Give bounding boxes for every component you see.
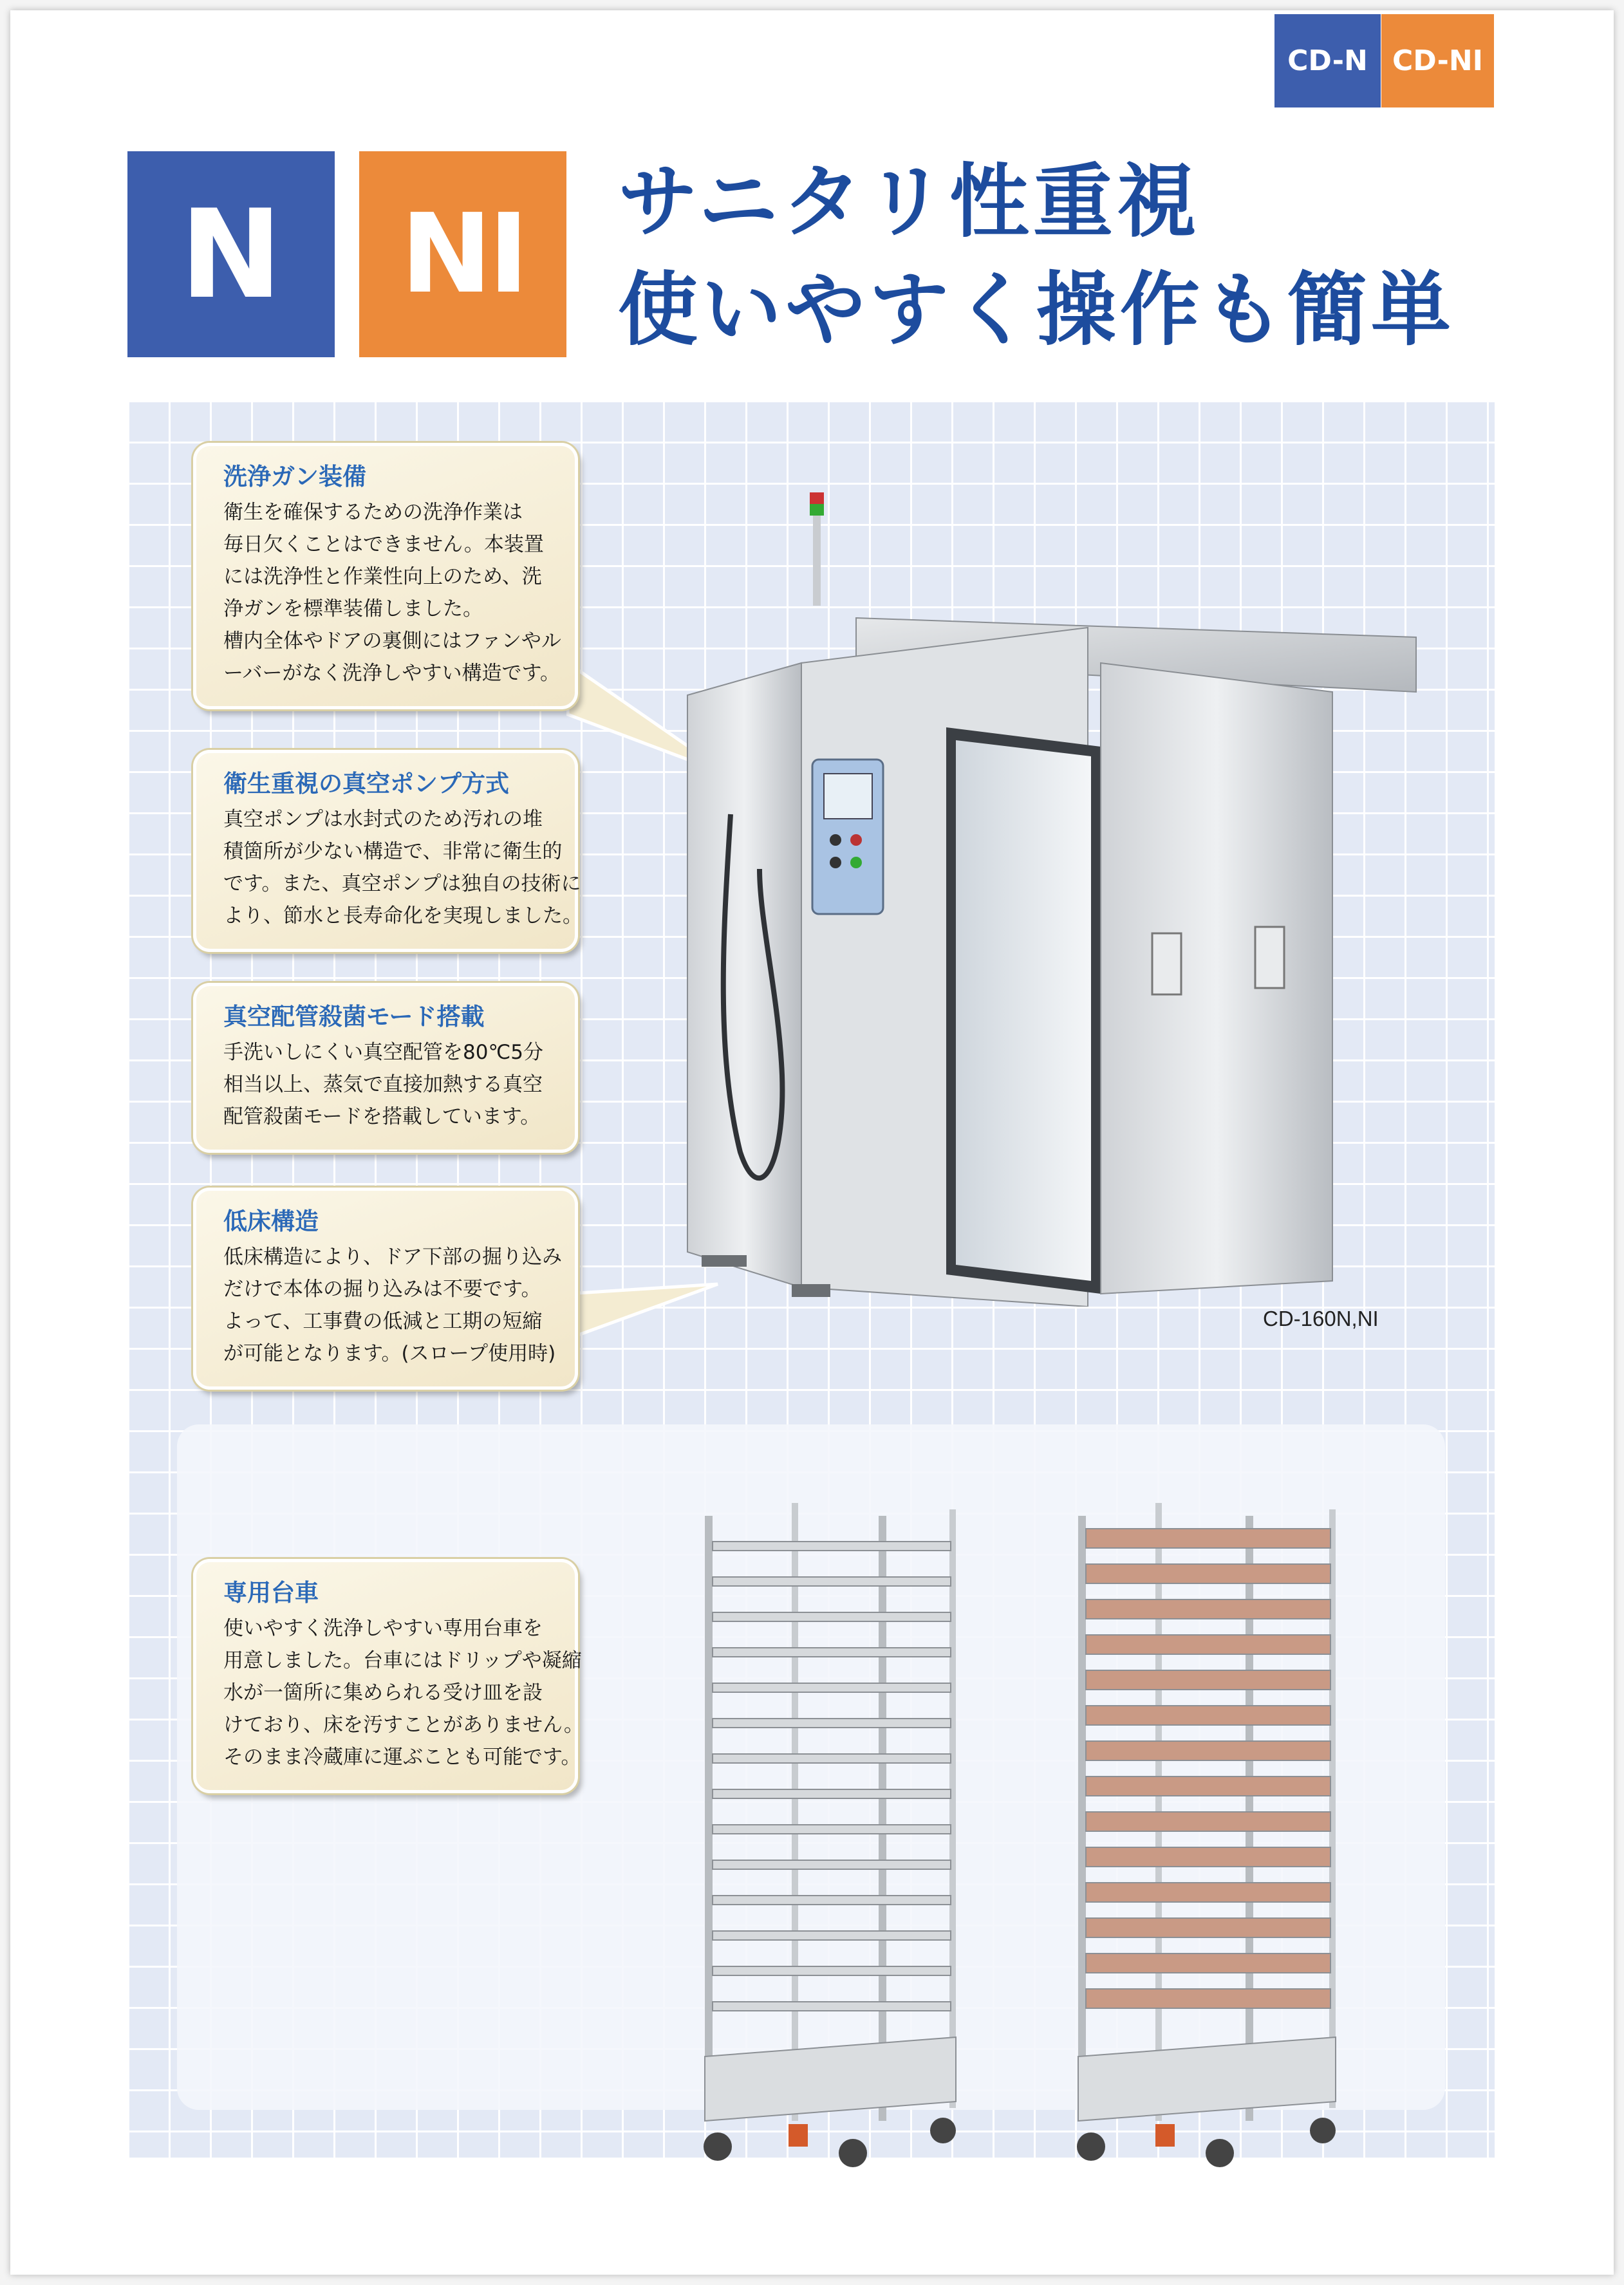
callout-title: 低床構造 — [223, 1208, 319, 1235]
callout-line: 真空ポンプは水封式のため汚れの堆 — [223, 808, 543, 831]
callout-body — [223, 1612, 584, 1773]
callout-line: そのまま冷蔵庫に運ぶことも可能です。 — [223, 1746, 581, 1769]
callout-cleaning-gun — [193, 443, 578, 709]
machine-caption: CD-160N,NI — [1263, 1307, 1379, 1330]
callout-line: 配管殺菌モードを搭載しています。 — [223, 1105, 541, 1128]
callout-line: 使いやすく洗浄しやすい専用台車を — [223, 1617, 543, 1640]
callout-title: 専用台車 — [223, 1579, 319, 1607]
headline-line-1: サニタリ性重視 — [618, 155, 1201, 248]
callout-body — [223, 1241, 563, 1370]
headline-line-2: 使いやすく操作も簡単 — [618, 263, 1455, 357]
callout-line: 手洗いしにくい真空配管を80℃5分 — [223, 1041, 543, 1064]
callout-line: よって、工事費の低減と工期の短縮 — [223, 1310, 543, 1333]
callout-title: 真空配管殺菌モード搭載 — [223, 1003, 485, 1031]
loaded-rack-cart-image — [1072, 1503, 1361, 2185]
callout-title: 洗浄ガン装備 — [223, 463, 366, 490]
callout-line: が可能となります。(スロープ使用時) — [223, 1342, 556, 1365]
vacuum-cooler-machine-image — [663, 470, 1435, 1307]
callout-body — [223, 803, 583, 932]
empty-rack-cart-image — [686, 1503, 975, 2185]
callout-line: 相当以上、蒸気で直接加熱する真空 — [223, 1073, 543, 1096]
callout-line: です。また、真空ポンプは独自の技術に — [223, 872, 581, 895]
callout-line: けており、床を汚すことがありません。 — [223, 1713, 584, 1737]
model-tag-cd-ni: CD-NI — [1381, 14, 1494, 107]
badge-ni: NI — [359, 151, 566, 357]
callout-line: 毎日欠くことはできません。本装置 — [223, 533, 544, 556]
callout-line: 水が一箇所に集められる受け皿を設 — [223, 1681, 543, 1704]
callout-body — [223, 496, 561, 689]
callout-line: 浄ガンを標準装備しました。 — [223, 597, 483, 620]
page-headline — [618, 148, 1455, 364]
callout-sterilization-mode — [193, 983, 578, 1153]
callout-line: より、節水と長寿命化を実現しました。 — [223, 904, 583, 928]
callout-line: 低床構造により、ドア下部の掘り込み — [223, 1245, 563, 1269]
callout-line: 積箇所が少ない構造で、非常に衛生的 — [223, 840, 563, 863]
callout-vacuum-pump — [193, 750, 583, 952]
callout-line: 用意しました。台車にはドリップや凝縮 — [223, 1649, 582, 1672]
callout-line: ーバーがなく洗浄しやすい構造です。 — [223, 662, 560, 685]
callout-body — [223, 1036, 555, 1133]
badge-n: N — [127, 151, 335, 357]
callout-line: だけで本体の掘り込みは不要です。 — [223, 1278, 541, 1301]
callout-line: には洗浄性と作業性向上のため、洗 — [223, 565, 542, 588]
callout-line: 槽内全体やドアの裏側にはファンやル — [223, 630, 561, 653]
model-tag-cd-n: CD-N — [1274, 14, 1381, 107]
callout-line: 衛生を確保するための洗浄作業は — [223, 501, 523, 524]
callout-title: 衛生重視の真空ポンプ方式 — [223, 770, 509, 797]
callout-low-floor — [193, 1188, 578, 1390]
callout-dedicated-cart — [193, 1559, 584, 1793]
